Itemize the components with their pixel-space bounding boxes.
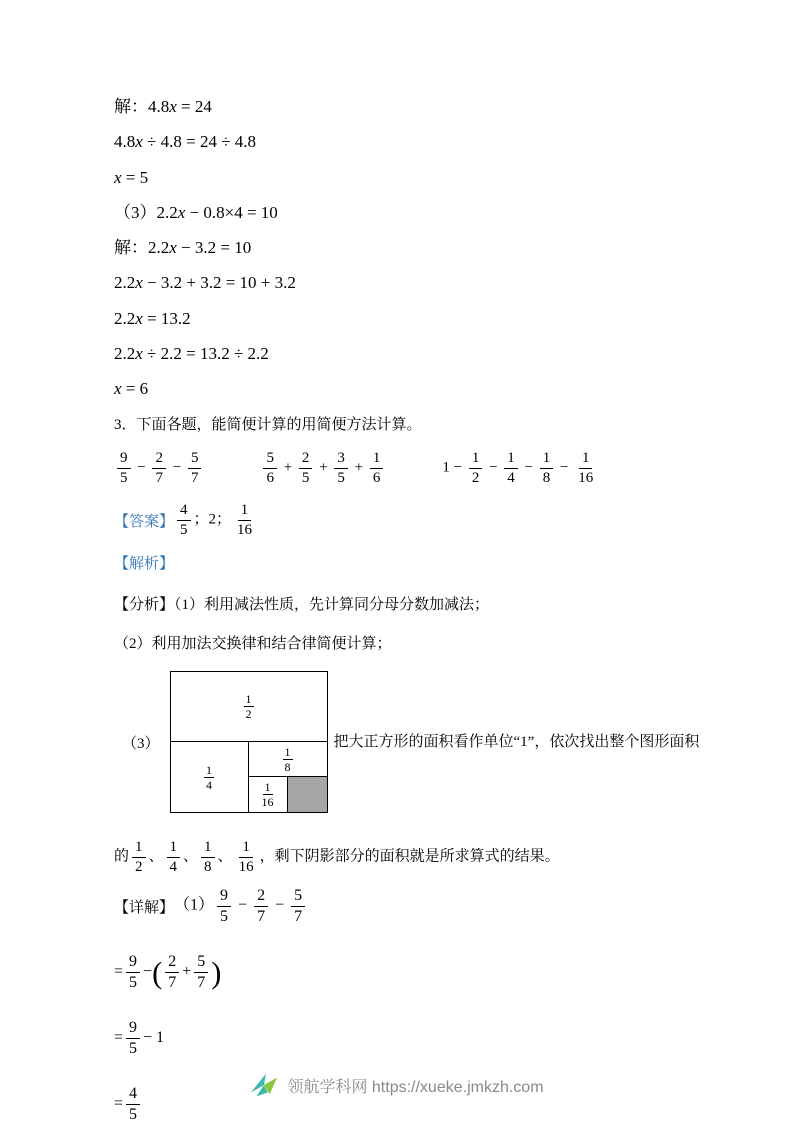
- fraction: $\frac{9}{5}$: [126, 1019, 140, 1057]
- answer-line: [114, 502, 733, 538]
- detail-line: [114, 887, 733, 925]
- fraction: $\frac{1}{6}$: [370, 450, 384, 486]
- fraction: $\frac{3}{5}$: [334, 450, 348, 486]
- expression-2: $\frac{5}{6}$ + $\frac{2}{5}$ + $\frac{3}{5}$ + $\frac{1}{6}$: [260, 450, 386, 486]
- cell-one-sixteenth: [249, 777, 288, 812]
- equation-line: 2.2x ÷ 2.2 = 13.2 ÷ 2.2: [114, 343, 269, 363]
- solution-step: = $\frac{9}{5}$ − ( $\frac{2}{7}$ + $\frac{5}{7}$ ): [114, 953, 222, 992]
- footer-link: 领航学科网 https://xueke.jmkzh.com: [287, 1078, 544, 1096]
- solution-step: = $\frac{4}{5}$: [114, 1085, 733, 1122]
- solution-step: = $\frac{9}{5}$ − 1: [114, 1019, 165, 1058]
- fraction: $\frac{1}{8}$: [201, 839, 215, 875]
- fraction: $\frac{1}{2}$: [469, 450, 483, 486]
- figure-continuation-text: 的 $\frac{1}{2}$ 、 $\frac{1}{4}$ 、 $\frac{1}{8}$ 、 $\frac{1}{16}$ ，剩下阴影部分的面积就是所求算式的结果。: [114, 839, 560, 876]
- fraction: $\frac{1}{16}$: [238, 839, 254, 876]
- fraction: $\frac{4}{5}$: [177, 502, 191, 538]
- fraction: $\frac{2}{5}$: [299, 450, 313, 486]
- analysis-point-1-text: （1）利用减法性质，先计算同分母分数加减法；: [174, 597, 490, 614]
- fraction: $\frac{1}{16}$: [261, 780, 274, 810]
- fraction-square-diagram: [170, 671, 328, 813]
- expression-1: $\frac{9}{5}$ − $\frac{2}{7}$ − $\frac{5}{7}$: [114, 450, 204, 486]
- fraction: $\frac{5}{7}$: [194, 953, 208, 991]
- answer-value: $\frac{4}{5}$ ；2； $\frac{1}{16}$: [174, 502, 258, 538]
- fraction: $\frac{5}{7}$: [291, 887, 305, 925]
- equation-line: 4.8x ÷ 4.8 = 24 ÷ 4.8: [114, 132, 257, 152]
- equation-line: （3）2.2x − 0.8×4 = 10: [114, 202, 278, 222]
- fraction: $\frac{5}{6}$: [263, 450, 277, 486]
- equation-line: x = 5: [114, 167, 149, 187]
- fraction: $\frac{1}{8}$: [540, 450, 554, 486]
- detail-first-expression: （1） $\frac{9}{5}$ − $\frac{2}{7}$ − $\frac{5}{7}$: [174, 887, 308, 925]
- fraction: $\frac{1}{4}$: [167, 839, 181, 875]
- fraction: $\frac{4}{5}$: [126, 1085, 140, 1122]
- question-prompt: 3．下面各题，能简便计算的用简便方法计算。: [114, 417, 422, 434]
- analysis-label: 【解析】: [114, 556, 175, 573]
- fraction: $\frac{9}{5}$: [126, 953, 140, 991]
- analysis-point-2: （2）利用加法交换律和结合律简便计算；: [114, 636, 392, 653]
- fraction: $\frac{5}{7}$: [188, 450, 202, 486]
- analysis-point-1: [114, 593, 733, 614]
- fraction: $\frac{9}{5}$: [217, 887, 231, 925]
- figure-side-text: 把大正方形的面积看作单位“1”，依次找出整个图形面积: [333, 734, 700, 751]
- equation-line: 2.2x = 13.2: [114, 308, 191, 328]
- fraction: $\frac{2}{7}$: [254, 887, 268, 925]
- fraction: $\frac{2}{7}$: [165, 953, 179, 991]
- fraction: $\frac{1}{4}$: [206, 762, 213, 792]
- cell-one-quarter: [171, 742, 249, 812]
- equation-line: 2.2x − 3.2 + 3.2 = 10 + 3.2: [114, 273, 296, 293]
- fraction: $\frac{9}{5}$: [117, 450, 131, 486]
- expression-3: 1 − $\frac{1}{2}$ − $\frac{1}{4}$ − $\frac{1}{8}$ − $\frac{1}{16}$: [442, 450, 599, 486]
- footer: [0, 1070, 793, 1100]
- fraction: $\frac{2}{7}$: [152, 450, 166, 486]
- figure-item-label: （3）: [122, 735, 160, 752]
- analysis-points-label: 【分析】: [114, 597, 175, 614]
- fraction: $\frac{1}{16}$: [237, 502, 253, 539]
- cell-one-eighth: [249, 742, 327, 777]
- shaded-cell: [288, 777, 327, 812]
- fraction: $\frac{1}{8}$: [284, 744, 291, 774]
- fraction: $\frac{1}{2}$: [245, 692, 252, 722]
- equation-line: 解：4.8x = 24: [114, 97, 212, 116]
- equation-line: 解：2.2x − 3.2 = 10: [114, 238, 252, 257]
- figure-row: [122, 671, 733, 813]
- fraction: $\frac{1}{4}$: [504, 450, 518, 486]
- site-logo: [249, 1070, 279, 1100]
- answer-label: 【答案】: [114, 513, 175, 530]
- fraction: $\frac{1}{16}$: [578, 450, 594, 487]
- cell-one-half: [171, 672, 327, 742]
- detail-label: 【详解】: [114, 899, 175, 916]
- equation-line: x = 6: [114, 379, 149, 398]
- expression-row: [114, 450, 733, 486]
- fraction: $\frac{1}{2}$: [132, 839, 146, 875]
